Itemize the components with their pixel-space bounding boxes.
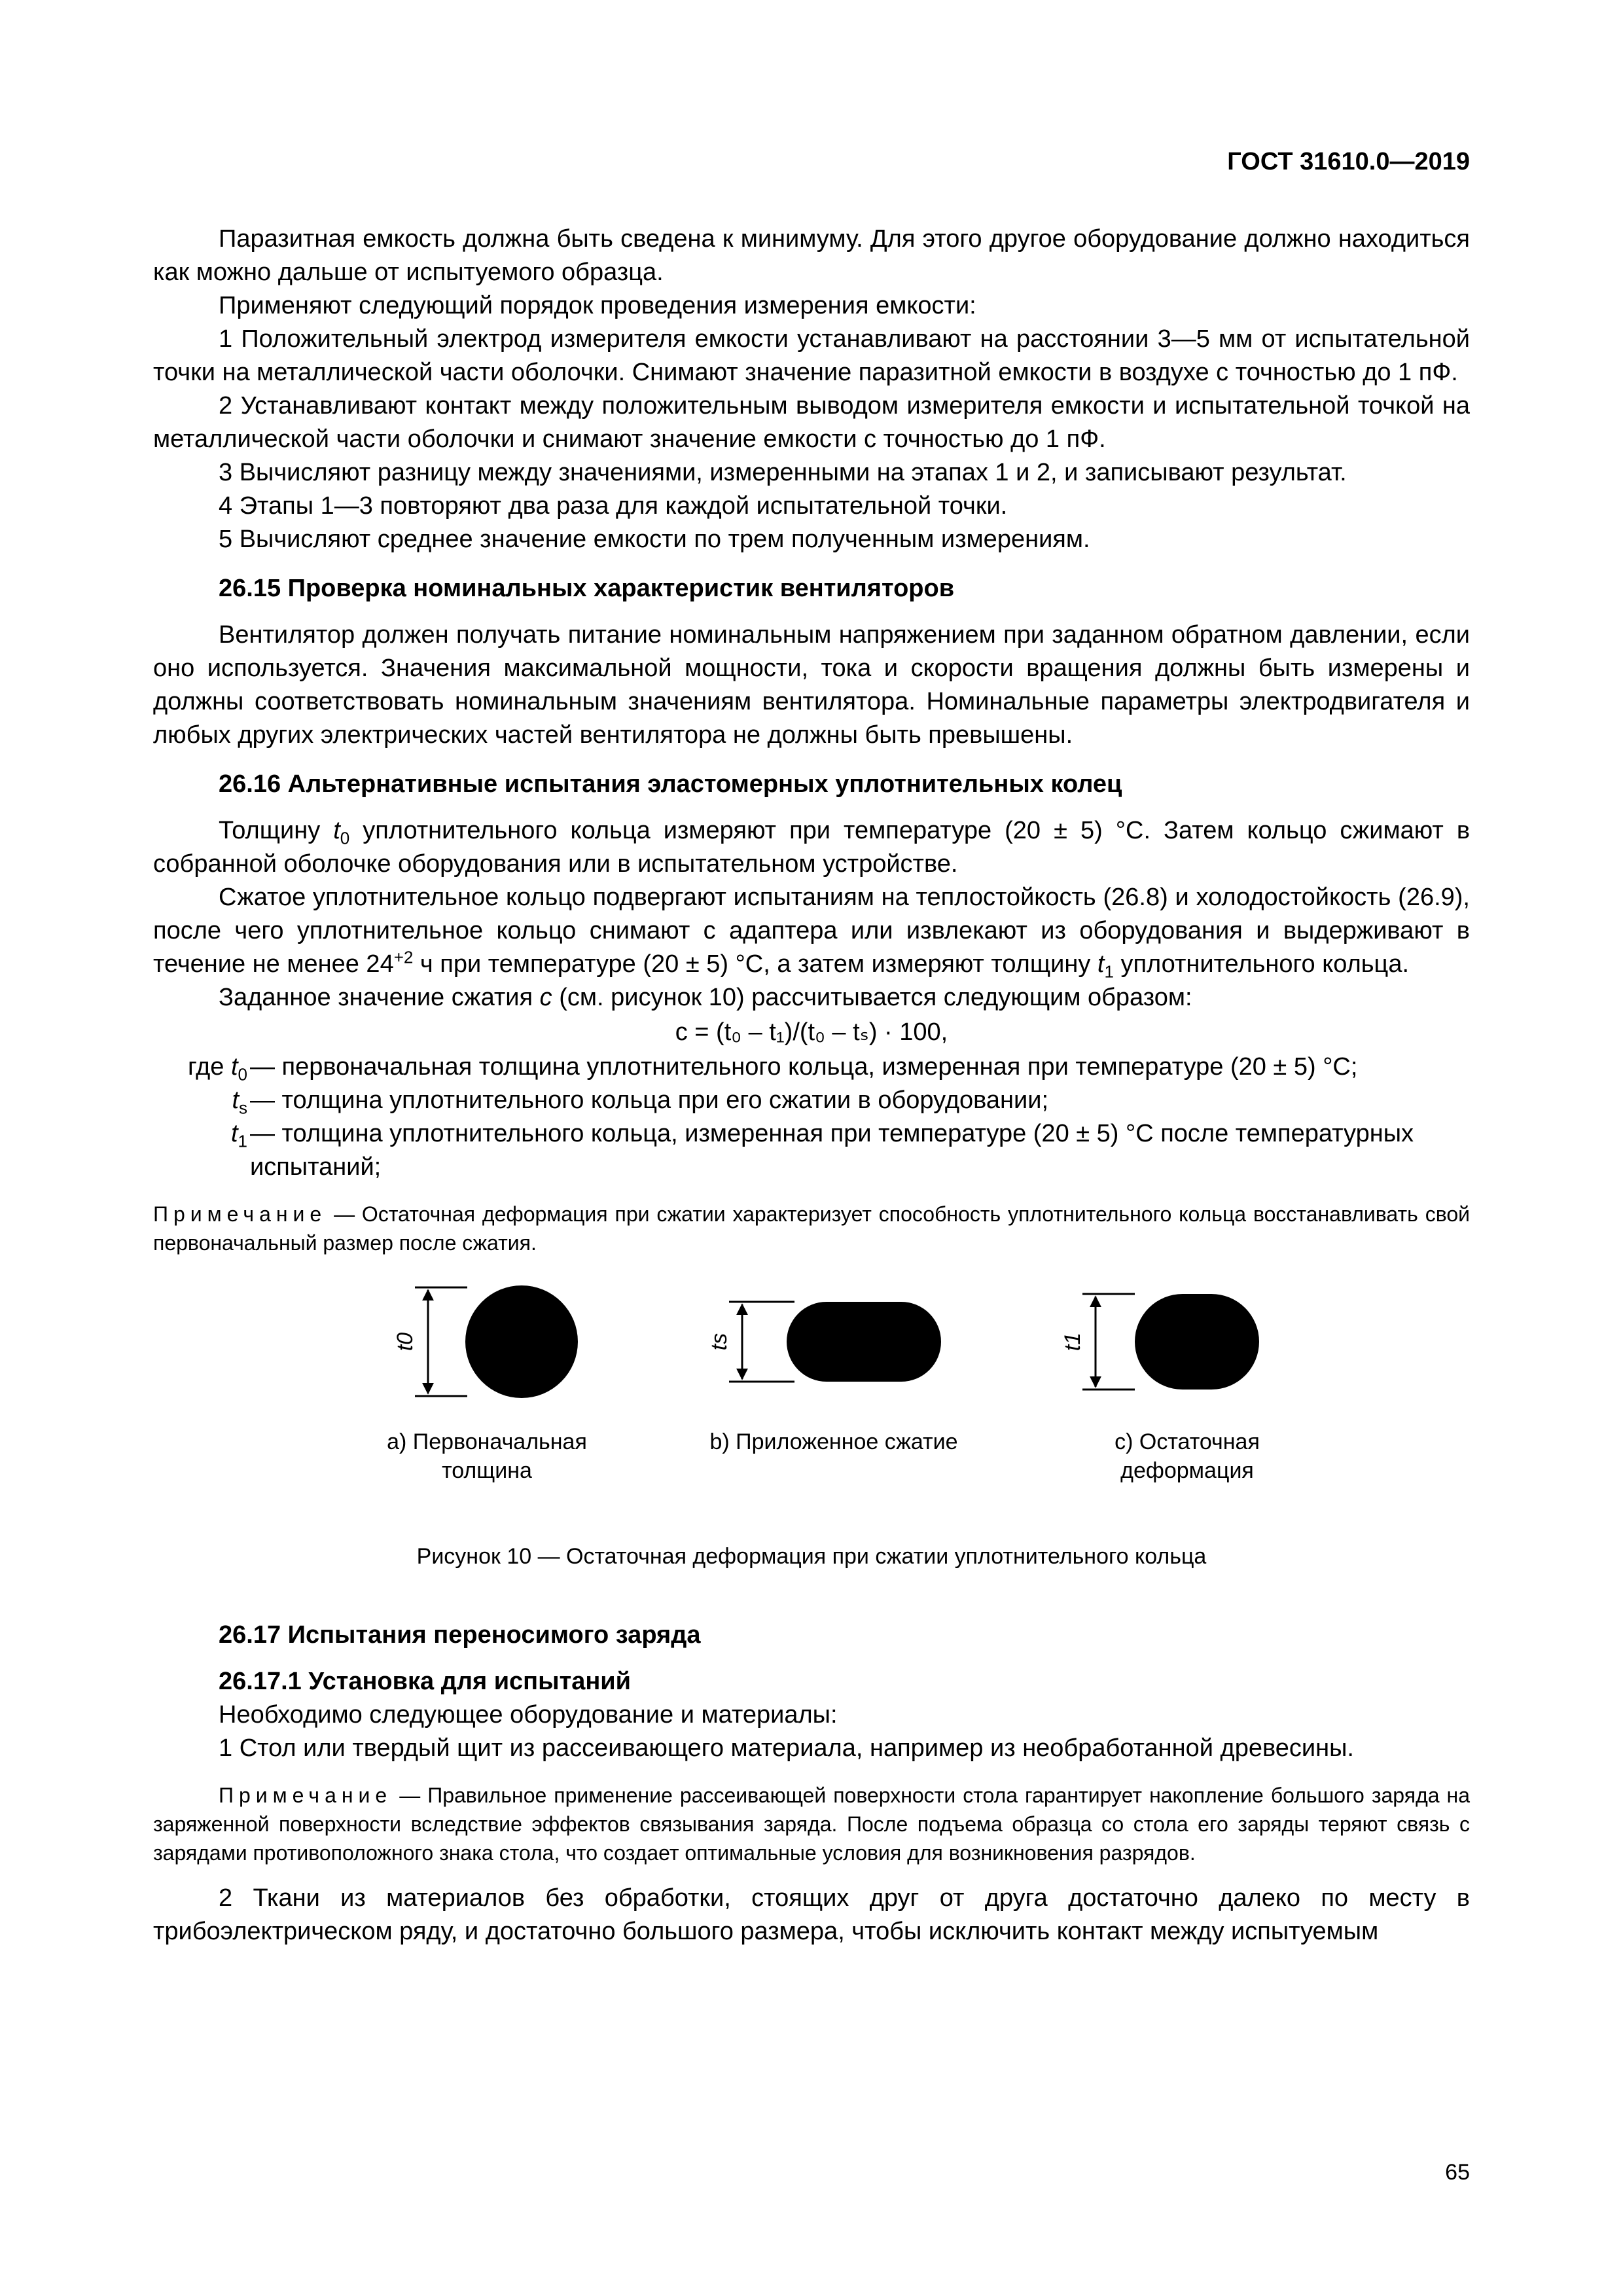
note: Примечание — Правильное применение рассеивающей поверхности стола гарантирует накопление большого заряда на заряженной поверхности вследствие эффектов связывания заряда. После подъема образца со стола его заряды теряют связь с зарядами противоположного знака стола, что создает оптимальные условия для возникновения разрядов. bbox=[153, 1784, 1470, 1865]
equipment-item: 1 Стол или твердый щит из рассеивающего материала, например из необработанной древесины. bbox=[219, 1734, 1354, 1762]
label-ts: ts bbox=[707, 1333, 732, 1351]
intro-paragraph: Применяют следующий порядок проведения измерения емкости: bbox=[219, 292, 976, 319]
label-t0: t0 bbox=[393, 1332, 418, 1352]
standard-header: ГОСТ 31610.0—2019 bbox=[1227, 148, 1470, 175]
subsection-heading-26-17-1: 26.17.1 Установка для испытаний bbox=[219, 1668, 632, 1695]
ring-residual-deformation bbox=[1060, 1294, 1259, 1390]
page-number: 65 bbox=[1445, 2160, 1470, 2185]
compression-formula: c = (t₀ – t₁)/(t₀ – tₛ) · 100, bbox=[675, 1018, 948, 1046]
definition-ts: — толщина уплотнительного кольца при его сжатии в оборудовании; bbox=[250, 1086, 1049, 1114]
definition-t0: — первоначальная толщина уплотнительного кольца, измеренная при температуре (20 ± 5) °С; bbox=[250, 1053, 1358, 1081]
procedure-step: 1 Положительный электрод измерителя емкости устанавливают на расстоянии 3—5 мм от испытательной точки на металлической части оболочки. Снимают значение паразитной емкости в воздухе с точностью до 1 пФ. bbox=[153, 325, 1470, 386]
caption-a: a) Первоначальная толщина bbox=[387, 1429, 587, 1483]
section-paragraph: Сжатое уплотнительное кольцо подвергают испытаниям на теплостойкость (26.8) и холодостойкость (26.9), после чего уплотнительное кольцо снимают с адаптера или извлекают из оборудования и выдерживают в течение не менее $24^{+2}$ ч при температуре (20 ± 5) °С, а затем измеряют толщину $t_1$ уплотнительного кольца. bbox=[153, 884, 1470, 982]
symbol-t0: t bbox=[333, 817, 340, 844]
section-paragraph: Заданное значение сжатия c (см. рисунок 10) рассчитывается следующим образом: bbox=[219, 984, 1192, 1011]
section-paragraph: Вентилятор должен получать питание номинальным напряжением при заданном обратном давлении, если оно используется. Значения максимальной мощности, тока и скорости вращения должны быть измерены и должны соответствовать номинальным значениям вентилятора. Номинальные параметры электродвигателя и любых других электрических частей вентилятора не должны быть превышены. bbox=[153, 621, 1470, 749]
symbol-definitions: где $t_0$ — первоначальная толщина уплотнительного кольца, измеренная при температуре (20 ± 5) °С; $t_s$ — толщина уплотнительного кольца при его сжатии в оборудовании; $t_1$ — толщина уплотнительного кольца, измеренная при температуре (20 ± 5) °С после температурных испытаний; bbox=[153, 1050, 1470, 1184]
procedure-step: 2 Устанавливают контакт между положительным выводом измерителя емкости и испытательной точкой на металлической части оболочки и снимают значение емкости с точностью до 1 пФ. bbox=[153, 392, 1470, 453]
intro-paragraph: Паразитная емкость должна быть сведена к минимуму. Для этого другое оборудование должно находиться как можно дальше от испытуемого образца. bbox=[153, 225, 1470, 286]
caption-c: c) Остаточная деформация bbox=[1115, 1429, 1260, 1483]
procedure-step: 4 Этапы 1—3 повторяют два раза для каждой испытательной точки. bbox=[219, 492, 1008, 520]
definition-t1: — толщина уплотнительного кольца, измеренная при температуре (20 ± 5) °С после температурных испытаний; bbox=[250, 1120, 1414, 1181]
label-t1: t1 bbox=[1060, 1332, 1085, 1352]
section-heading-26-15: 26.15 Проверка номинальных характеристик вентиляторов bbox=[219, 575, 955, 602]
note: Примечание — Остаточная деформация при сжатии характеризует способность уплотнительного кольца восстанавливать свой первоначальный размер после сжатия. bbox=[153, 1202, 1470, 1255]
section-paragraph: Необходимо следующее оборудование и материалы: bbox=[219, 1701, 838, 1729]
caption-b: b) Приложенное сжатие bbox=[709, 1429, 958, 1454]
document-page bbox=[153, 0, 1470, 2296]
section-heading-26-16: 26.16 Альтернативные испытания эластомерных уплотнительных колец bbox=[219, 770, 1122, 798]
procedure-step: 5 Вычисляют среднее значение емкости по трем полученным измерениям. bbox=[219, 526, 1090, 553]
ring-applied-compression bbox=[707, 1302, 941, 1382]
figure-title: Рисунок 10 — Остаточная деформация при сжатии уплотнительного кольца bbox=[416, 1544, 1207, 1569]
ring-original-thickness bbox=[393, 1285, 578, 1398]
section-heading-26-17: 26.17 Испытания переносимого заряда bbox=[219, 1621, 701, 1649]
figure-10 bbox=[153, 1276, 1470, 1603]
page-body bbox=[153, 223, 1470, 1948]
equipment-item: 2 Ткани из материалов без обработки, стоящих друг от друга достаточно далеко по месту в трибоэлектрическом ряду, и достаточно большого размера, чтобы исключить контакт между испытуемым bbox=[153, 1884, 1470, 1945]
procedure-step: 3 Вычисляют разницу между значениями, измеренными на этапах 1 и 2, и записывают результат. bbox=[219, 459, 1347, 486]
section-paragraph: Толщину $t_0$ уплотнительного кольца измеряют при температуре (20 ± 5) °С. Затем кольцо сжимают в собранной оболочке оборудования или в испытательном устройстве. bbox=[153, 817, 1471, 878]
